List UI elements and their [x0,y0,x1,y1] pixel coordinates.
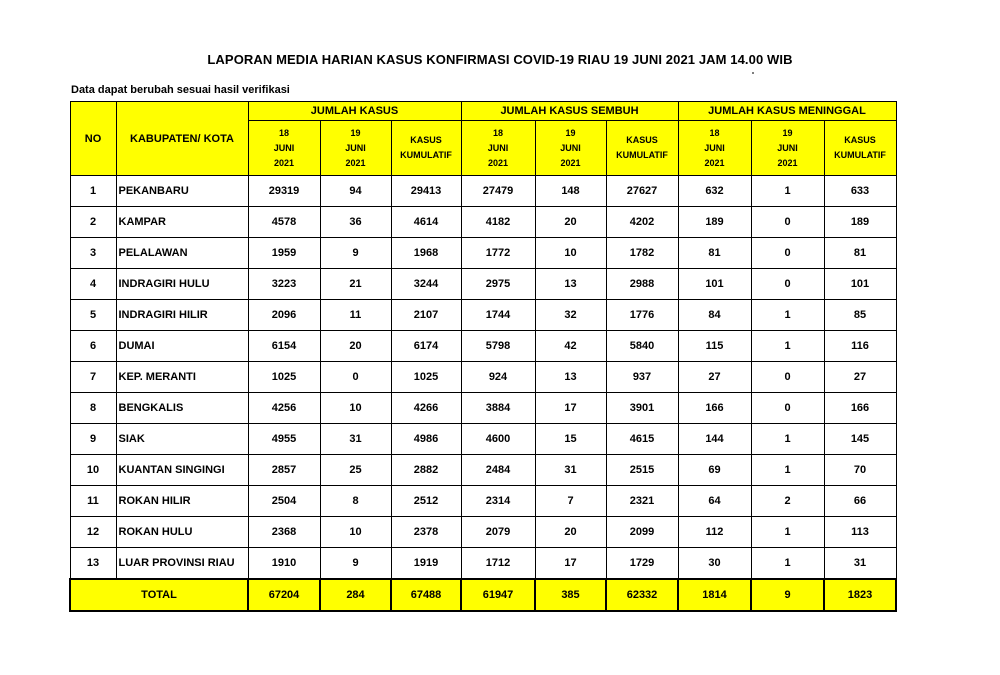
subheader-line: 18 [278,127,289,138]
value-cell: 2504 [248,486,320,517]
value-cell: 1919 [391,548,461,580]
value-cell: 66 [824,486,896,517]
row-number: 9 [70,424,116,455]
value-cell: 11 [320,300,391,331]
value-cell: 2484 [461,455,535,486]
subheader-line: 19 [565,127,576,138]
subheader-line: 2021 [560,157,581,168]
subheader-sembuh-kasus-kumulatif [606,121,678,176]
value-cell: 27627 [606,176,678,207]
value-cell: 85 [824,300,896,331]
table-row [70,300,896,331]
value-cell: 42 [535,331,606,362]
table-row [70,424,896,455]
value-cell: 1910 [248,548,320,580]
value-cell: 1772 [461,238,535,269]
total-value: 67204 [248,579,320,611]
subheader-line: JUNI [777,142,798,153]
header-kabupaten: KABUPATEN/ KOTA [116,102,248,176]
kabupaten-name: ROKAN HULU [116,517,248,548]
value-cell: 2 [751,486,824,517]
value-cell: 20 [320,331,391,362]
subheader-line: KASUS [844,135,876,145]
value-cell: 0 [751,362,824,393]
row-number: 7 [70,362,116,393]
value-cell: 0 [751,269,824,300]
value-cell: 112 [678,517,751,548]
total-value: 1823 [824,579,896,611]
value-cell: 10 [320,517,391,548]
value-cell: 32 [535,300,606,331]
value-cell: 3884 [461,393,535,424]
value-cell: 10 [320,393,391,424]
table-row [70,238,896,269]
row-number: 4 [70,269,116,300]
value-cell: 64 [678,486,751,517]
value-cell: 5798 [461,331,535,362]
value-cell: 633 [824,176,896,207]
value-cell: 5840 [606,331,678,362]
value-cell: 13 [535,362,606,393]
value-cell: 145 [824,424,896,455]
value-cell: 4578 [248,207,320,238]
table-row [70,331,896,362]
value-cell: 0 [751,238,824,269]
subheader-meninggal-kasus-kumulatif [824,121,896,176]
subheader-kasus-date-18-juni [248,121,320,176]
value-cell: 924 [461,362,535,393]
total-value: 9 [751,579,824,611]
value-cell: 13 [535,269,606,300]
value-cell: 1959 [248,238,320,269]
value-cell: 27 [824,362,896,393]
value-cell: 1 [751,331,824,362]
value-cell: 2857 [248,455,320,486]
row-number: 5 [70,300,116,331]
kabupaten-name: ROKAN HILIR [116,486,248,517]
row-number: 3 [70,238,116,269]
value-cell: 2099 [606,517,678,548]
kabupaten-name: INDRAGIRI HILIR [116,300,248,331]
value-cell: 31 [320,424,391,455]
total-value: 61947 [461,579,535,611]
value-cell: 25 [320,455,391,486]
kabupaten-name: LUAR PROVINSI RIAU [116,548,248,580]
header-jumlah-meninggal: JUMLAH KASUS MENINGGAL [678,102,896,121]
subheader-line: 2021 [704,157,725,168]
value-cell: 116 [824,331,896,362]
table-row [70,269,896,300]
value-cell: 2107 [391,300,461,331]
value-cell: 81 [678,238,751,269]
value-cell: 4256 [248,393,320,424]
table-row [70,455,896,486]
table-row [70,548,896,580]
subheader-line: 2021 [487,157,509,168]
table-row [70,362,896,393]
kabupaten-name: DUMAI [116,331,248,362]
value-cell: 15 [535,424,606,455]
subheader-line: 2021 [777,157,798,168]
value-cell: 69 [678,455,751,486]
value-cell: 4986 [391,424,461,455]
value-cell: 1025 [248,362,320,393]
total-value: 385 [535,579,606,611]
subheader-line: 18 [709,127,720,138]
value-cell: 2975 [461,269,535,300]
value-cell: 115 [678,331,751,362]
value-cell: 9 [320,548,391,580]
subheader-line: 2021 [345,157,366,168]
subheader-line: 19 [782,127,793,138]
subheader-sembuh-date-19-juni [535,121,606,176]
subheader-line: KASUS [626,135,658,145]
value-cell: 1712 [461,548,535,580]
total-row [70,579,896,611]
value-cell: 4182 [461,207,535,238]
value-cell: 4202 [606,207,678,238]
value-cell: 84 [678,300,751,331]
table-row [70,393,896,424]
value-cell: 31 [535,455,606,486]
value-cell: 166 [678,393,751,424]
value-cell: 1782 [606,238,678,269]
value-cell: 0 [751,207,824,238]
value-cell: 2096 [248,300,320,331]
value-cell: 4614 [391,207,461,238]
kabupaten-name: PEKANBARU [116,176,248,207]
report-title: LAPORAN MEDIA HARIAN KASUS KONFIRMASI COVID-19 RIAU 19 JUNI 2021 JAM 14.00 WIB [207,52,793,67]
table-row [70,176,896,207]
row-number: 11 [70,486,116,517]
value-cell: 1729 [606,548,678,580]
covid-report-table [69,101,897,612]
value-cell: 101 [824,269,896,300]
value-cell: 189 [824,207,896,238]
value-cell: 7 [535,486,606,517]
subheader-kasus-date-19-juni [320,121,391,176]
value-cell: 31 [824,548,896,580]
value-cell: 2079 [461,517,535,548]
value-cell: 2515 [606,455,678,486]
value-cell: 0 [320,362,391,393]
value-cell: 148 [535,176,606,207]
row-number: 6 [70,331,116,362]
value-cell: 632 [678,176,751,207]
value-cell: 8 [320,486,391,517]
value-cell: 27 [678,362,751,393]
value-cell: 70 [824,455,896,486]
value-cell: 17 [535,393,606,424]
value-cell: 4600 [461,424,535,455]
value-cell: 17 [535,548,606,580]
value-cell: 2512 [391,486,461,517]
value-cell: 30 [678,548,751,580]
value-cell: 2988 [606,269,678,300]
subheader-line: KUMULATIF [834,150,886,160]
subheader-line: KUMULATIF [616,150,668,160]
value-cell: 2321 [606,486,678,517]
value-cell: 113 [824,517,896,548]
value-cell: 1744 [461,300,535,331]
subheader-sembuh-date-18-juni [461,121,535,176]
value-cell: 4615 [606,424,678,455]
header-jumlah-sembuh: JUMLAH KASUS SEMBUH [461,102,678,121]
value-cell: 20 [535,517,606,548]
total-value: 1814 [678,579,751,611]
value-cell: 937 [606,362,678,393]
row-number: 8 [70,393,116,424]
verification-note: Data dapat berubah sesuai hasil verifikasi [71,84,290,96]
row-number: 2 [70,207,116,238]
value-cell: 1 [751,300,824,331]
value-cell: 2314 [461,486,535,517]
kabupaten-name: KEP. MERANTI [116,362,248,393]
value-cell: 2882 [391,455,461,486]
total-value: 284 [320,579,391,611]
value-cell: 1776 [606,300,678,331]
value-cell: 1 [751,517,824,548]
value-cell: 4955 [248,424,320,455]
total-value: 62332 [606,579,678,611]
header-no: NO [70,102,116,176]
value-cell: 189 [678,207,751,238]
value-cell: 1025 [391,362,461,393]
subheader-line: 2021 [273,157,295,168]
value-cell: 1 [751,455,824,486]
header-jumlah-kasus: JUMLAH KASUS [248,102,461,121]
value-cell: 3244 [391,269,461,300]
value-cell: 101 [678,269,751,300]
value-cell: 4266 [391,393,461,424]
subheader-line: JUNI [487,142,509,153]
row-number: 12 [70,517,116,548]
table-row [70,486,896,517]
value-cell: 3223 [248,269,320,300]
subheader-line: KUMULATIF [400,150,452,160]
value-cell: 36 [320,207,391,238]
subheader-line: KASUS [410,135,442,145]
value-cell: 29413 [391,176,461,207]
value-cell: 1 [751,548,824,580]
stray-dot [752,72,754,74]
value-cell: 27479 [461,176,535,207]
value-cell: 21 [320,269,391,300]
value-cell: 1 [751,424,824,455]
value-cell: 144 [678,424,751,455]
table-row [70,207,896,238]
value-cell: 9 [320,238,391,269]
value-cell: 29319 [248,176,320,207]
value-cell: 0 [751,393,824,424]
value-cell: 6154 [248,331,320,362]
row-number: 13 [70,548,116,580]
value-cell: 1968 [391,238,461,269]
value-cell: 94 [320,176,391,207]
value-cell: 20 [535,207,606,238]
row-number: 10 [70,455,116,486]
value-cell: 2378 [391,517,461,548]
value-cell: 6174 [391,331,461,362]
kabupaten-name: KAMPAR [116,207,248,238]
total-value: 67488 [391,579,461,611]
subheader-line: JUNI [704,142,725,153]
subheader-line: JUNI [345,142,366,153]
value-cell: 10 [535,238,606,269]
table-row [70,517,896,548]
kabupaten-name: KUANTAN SINGINGI [116,455,248,486]
kabupaten-name: SIAK [116,424,248,455]
value-cell: 2368 [248,517,320,548]
value-cell: 1 [751,176,824,207]
kabupaten-name: BENGKALIS [116,393,248,424]
row-number: 1 [70,176,116,207]
subheader-line: JUNI [560,142,581,153]
subheader-line: 19 [350,127,361,138]
value-cell: 3901 [606,393,678,424]
total-label: TOTAL [70,579,248,611]
kabupaten-name: PELALAWAN [116,238,248,269]
kabupaten-name: INDRAGIRI HULU [116,269,248,300]
value-cell: 166 [824,393,896,424]
subheader-meninggal-date-19-juni [751,121,824,176]
subheader-meninggal-date-18-juni [678,121,751,176]
subheader-line: 18 [492,127,503,138]
subheader-kasus-kasus-kumulatif [391,121,461,176]
value-cell: 81 [824,238,896,269]
subheader-line: JUNI [273,142,295,153]
